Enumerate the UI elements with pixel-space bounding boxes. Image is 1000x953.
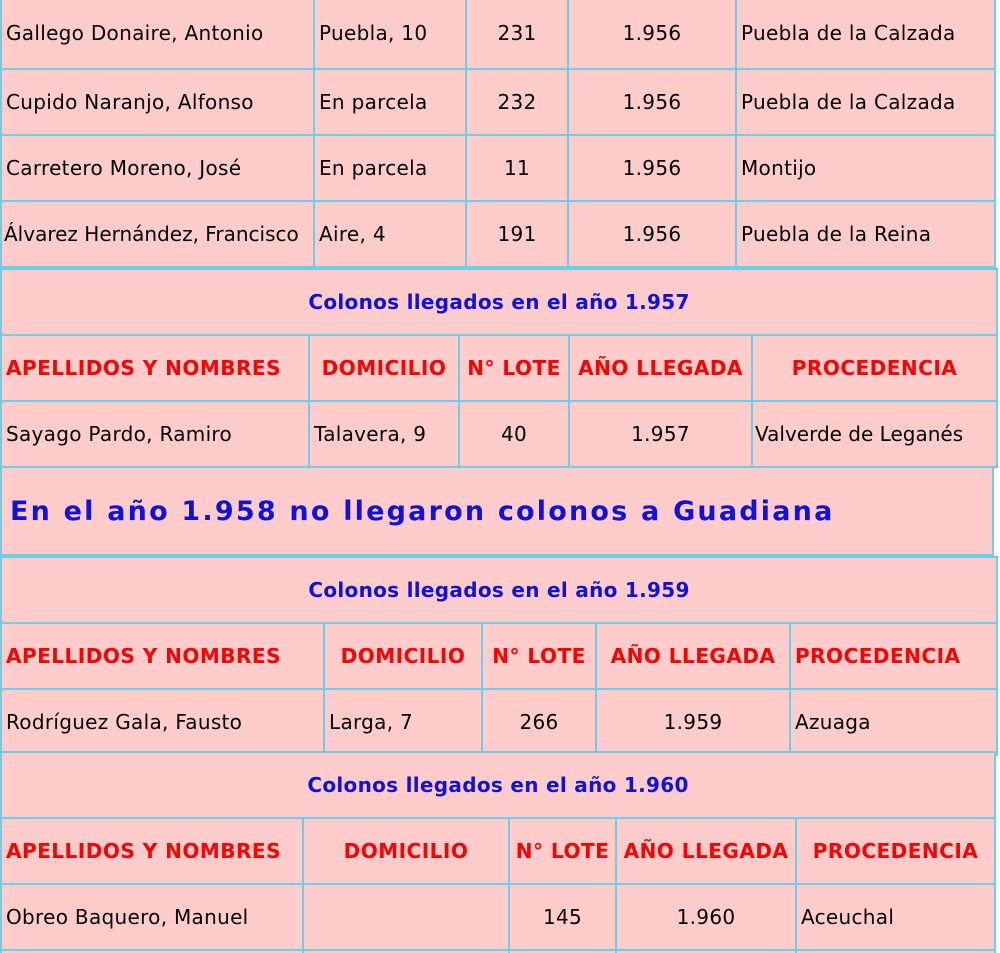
- cell-year: 1.956: [568, 0, 736, 69]
- header-row: [1, 623, 997, 689]
- cell-lot: 145: [509, 884, 616, 950]
- cell-origin: Puebla de la Calzada: [736, 0, 995, 69]
- cell-address: Puebla, 10: [314, 0, 466, 69]
- cell-lot: 40: [459, 401, 569, 467]
- cell-origin: Puebla de la Calzada: [736, 69, 995, 135]
- section-title-1960: Colonos llegados en el año 1.960: [1, 752, 995, 818]
- cell-name: Obreo Baquero, Manuel: [1, 884, 303, 950]
- cell-name: Sayago Pardo, Ramiro: [1, 401, 309, 467]
- cell-lot: 191: [466, 201, 568, 267]
- cell-year: 1.956: [568, 135, 736, 201]
- header-lot: N° LOTE: [459, 335, 569, 401]
- cell-year: 1.956: [568, 201, 736, 267]
- cell-origin: Valverde de Leganés: [752, 401, 997, 467]
- cell-origin: Puebla de la Reina: [736, 201, 995, 267]
- table-row: [1, 201, 995, 267]
- table-1960: [0, 751, 996, 953]
- cell-lot: 266: [482, 689, 596, 755]
- cell-lot: 231: [466, 0, 568, 69]
- table-row: [1, 0, 995, 69]
- header-name: APELLIDOS Y NOMBRES: [1, 623, 324, 689]
- header-year: AÑO LLEGADA: [616, 818, 796, 884]
- cell-year: 1.956: [568, 69, 736, 135]
- header-name: APELLIDOS Y NOMBRES: [1, 818, 303, 884]
- table-row: [1, 689, 997, 755]
- cell-lot: 232: [466, 69, 568, 135]
- cell-origin: Montijo: [736, 135, 995, 201]
- header-lot: N° LOTE: [482, 623, 596, 689]
- header-address: DOMICILIO: [309, 335, 459, 401]
- cell-year: 1.957: [569, 401, 752, 467]
- header-origin: PROCEDENCIA: [790, 623, 997, 689]
- table-row: [1, 69, 995, 135]
- cell-name: Cupido Naranjo, Alfonso: [1, 69, 314, 135]
- header-lot: N° LOTE: [509, 818, 616, 884]
- notice-1958: En el año 1.958 no llegaron colonos a Guadiana: [1, 467, 993, 555]
- cell-address: En parcela: [314, 69, 466, 135]
- table-row: [1, 135, 995, 201]
- cell-lot: 11: [466, 135, 568, 201]
- cell-year: 1.959: [596, 689, 790, 755]
- table-row: [1, 401, 997, 467]
- cell-name: Carretero Moreno, José: [1, 135, 314, 201]
- cell-name: Rodríguez Gala, Fausto: [1, 689, 324, 755]
- cell-address: Aire, 4: [314, 201, 466, 267]
- header-origin: PROCEDENCIA: [752, 335, 997, 401]
- header-origin: PROCEDENCIA: [796, 818, 995, 884]
- cell-origin: Azuaga: [790, 689, 997, 755]
- cell-address: Talavera, 9: [309, 401, 459, 467]
- header-year: AÑO LLEGADA: [596, 623, 790, 689]
- cell-origin: Aceuchal: [796, 884, 995, 950]
- cell-name: Álvarez Hernández, Francisco: [1, 201, 314, 267]
- notice-1958-table: [0, 466, 994, 556]
- table-1959: [0, 556, 998, 756]
- header-row: [1, 335, 997, 401]
- header-year: AÑO LLEGADA: [569, 335, 752, 401]
- table-row: [1, 884, 995, 950]
- cell-year: 1.960: [616, 884, 796, 950]
- section-title-1957: Colonos llegados en el año 1.957: [1, 269, 997, 335]
- cell-address: Larga, 7: [324, 689, 482, 755]
- table-1956: [0, 0, 996, 268]
- cell-name: Gallego Donaire, Antonio: [1, 0, 314, 69]
- header-address: DOMICILIO: [303, 818, 509, 884]
- table-1957: [0, 268, 998, 468]
- header-row: [1, 818, 995, 884]
- header-name: APELLIDOS Y NOMBRES: [1, 335, 309, 401]
- section-title-1959: Colonos llegados en el año 1.959: [1, 557, 997, 623]
- cell-address: [303, 884, 509, 950]
- cell-address: En parcela: [314, 135, 466, 201]
- header-address: DOMICILIO: [324, 623, 482, 689]
